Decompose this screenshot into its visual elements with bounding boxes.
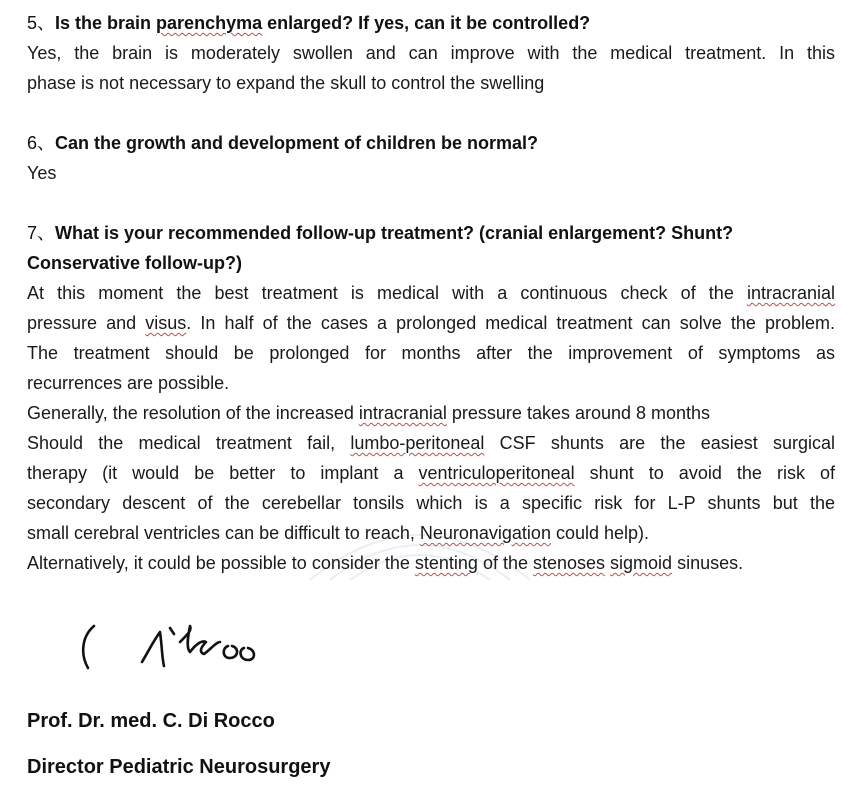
answer-7-line: pressure and visus. In half of the cases a prolonged medical treatment can solve the problem. [27, 313, 835, 333]
answer-7-line: therapy (it would be better to implant a ventriculoperitoneal shunt to avoid the risk of [27, 463, 836, 483]
answer-7-line: Should the medical treatment fail, lumbo-peritoneal CSF shunts are the easiest surgical [27, 433, 835, 453]
answer-5-line: Yes, the brain is moderately swollen and can improve with the medical treatment. In this [27, 43, 835, 63]
answer-6: Yes [27, 163, 57, 183]
question-7: 7、What is your recommended follow-up treatment? (cranial enlargement? Shunt? [27, 223, 734, 243]
question-number: 7、 [27, 223, 56, 243]
answer-7-line: secondary descent of the cerebellar tonsils which is a specific risk for L-P shunts but the [27, 493, 835, 513]
handwritten-signature [78, 612, 278, 674]
answer-7-line: small cerebral ventricles can be difficult to reach, Neuronavigation could help). [27, 523, 650, 543]
spellcheck-word: Neuronavigation [419, 523, 551, 543]
spellcheck-word: intracranial [746, 283, 835, 303]
answer-7-line: Alternatively, it could be possible to consider the stenting of the stenoses sigmoid sinuses. [27, 553, 744, 573]
answer-7-line: The treatment should be prolonged for months after the improvement of symptoms as [27, 343, 835, 363]
spellcheck-word: visus [145, 313, 187, 333]
answer-5-line: phase is not necessary to expand the skull to control the swelling [27, 73, 545, 93]
spellcheck-word: sigmoid [610, 553, 673, 573]
spellcheck-word: intracranial [358, 403, 447, 423]
question-7-continued: Conservative follow-up?) [27, 253, 243, 273]
spellcheck-word: stenting [414, 553, 478, 573]
spellcheck-word: parenchyma [156, 13, 263, 33]
question-5: 5、Is the brain parenchyma enlarged? If yes, can it be controlled? [27, 13, 591, 33]
document-body [27, 8, 835, 578]
spellcheck-word: ventriculoperitoneal [418, 463, 575, 483]
question-number: 5、 [27, 13, 56, 33]
spellcheck-word: lumbo-peritoneal [350, 433, 485, 453]
answer-7-line: Generally, the resolution of the increased intracranial pressure takes around 8 months [27, 403, 711, 423]
spellcheck-word: stenoses [532, 553, 606, 573]
answer-7-line: At this moment the best treatment is medical with a continuous check of the intracranial [27, 283, 835, 303]
signatory-name: Prof. Dr. med. C. Di Rocco [27, 710, 275, 732]
answer-7-line: recurrences are possible. [27, 373, 230, 393]
question-number: 6、 [27, 133, 56, 153]
question-6: 6、Can the growth and development of children be normal? [27, 133, 539, 153]
signatory-title: Director Pediatric Neurosurgery [27, 756, 331, 778]
